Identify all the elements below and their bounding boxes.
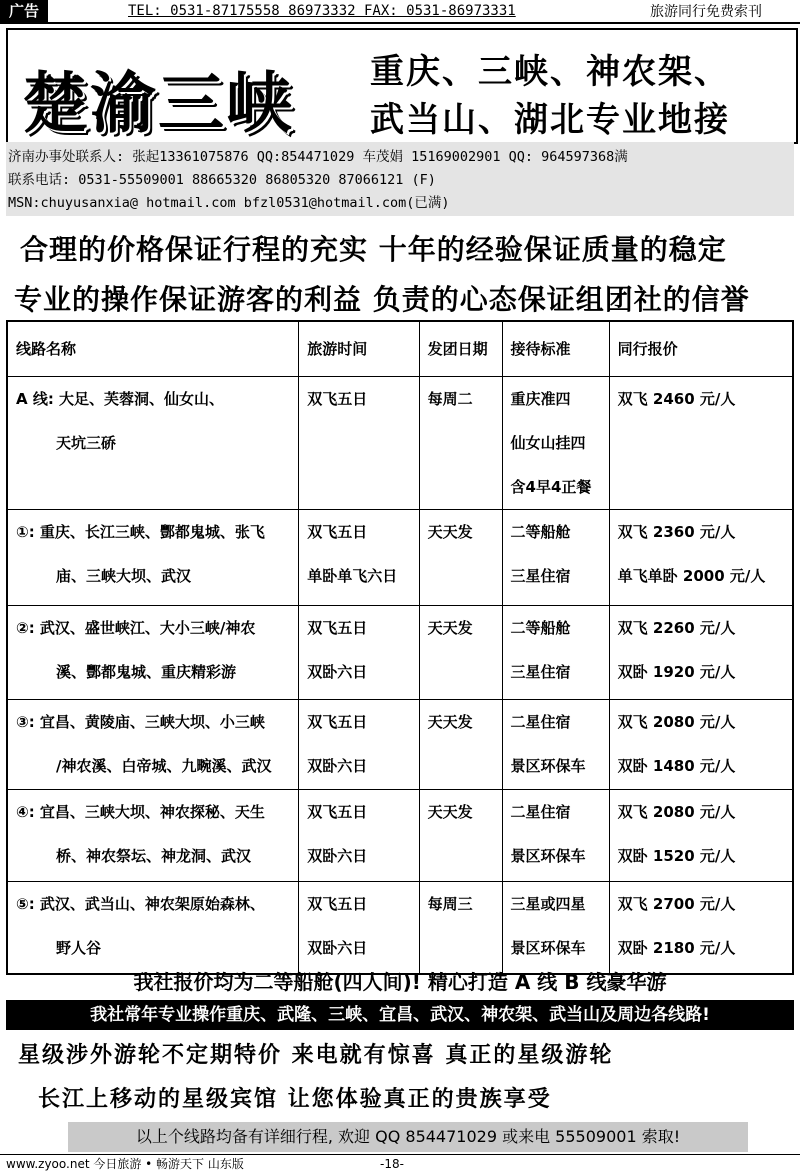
header-box <box>6 28 798 144</box>
slogan-line-1: 合理的价格保证行程的充实 十年的经验保证质量的稳定 <box>20 233 727 266</box>
route-cell <box>7 606 299 700</box>
cell-line: 二星住宿 <box>510 803 571 821</box>
table-row <box>7 790 793 882</box>
cell-line: 仙女山挂四 <box>510 434 586 452</box>
top-contact-line: TEL: 0531-87175558 86973332 FAX: 0531-86973331 <box>128 3 516 19</box>
cell-line: 双飞 2700 元/人 <box>617 895 736 913</box>
time-cell <box>299 606 419 700</box>
cell-line: 景区环保车 <box>510 847 586 865</box>
price-cell <box>609 700 793 790</box>
cell-line: 天天发 <box>427 803 473 821</box>
cell-line: 双飞 2260 元/人 <box>617 619 736 637</box>
cell-line: ①: 重庆、长江三峡、酆都鬼城、张飞 <box>16 523 265 541</box>
header-headline-1: 重庆、三峡、神农架、 <box>370 52 730 92</box>
time-cell <box>299 377 419 510</box>
price-cell <box>609 790 793 882</box>
price-cell <box>609 606 793 700</box>
cell-line: 溪、酆都鬼城、重庆精彩游 <box>56 663 237 681</box>
cell-line: 双飞五日 <box>307 619 368 637</box>
cell-line: A 线: 大足、芙蓉洞、仙女山、 <box>16 390 225 408</box>
price-cell <box>609 377 793 510</box>
departure-cell <box>419 882 502 974</box>
itinerary-request-banner: 以上个线路均备有详细行程, 欢迎 QQ 854471029 或来电 55509001 索取! <box>68 1122 748 1152</box>
time-cell <box>299 882 419 974</box>
cell-line: 天坑三硚 <box>56 434 117 452</box>
cell-line: 三星住宿 <box>510 663 571 681</box>
table-row <box>7 510 793 606</box>
departure-cell <box>419 377 502 510</box>
slogan-line-2: 专业的操作保证游客的利益 负责的心态保证组团社的信誉 <box>14 283 750 316</box>
cell-line: 双飞 2080 元/人 <box>617 713 736 731</box>
cruise-promo-line-2: 长江上移动的星级宾馆 让您体验真正的贵族享受 <box>38 1086 552 1112</box>
standard-cell <box>502 882 609 974</box>
cell-line: 双飞五日 <box>307 390 368 408</box>
table-row <box>7 700 793 790</box>
cell-line: 天天发 <box>427 713 473 731</box>
time-cell <box>299 510 419 606</box>
route-cell <box>7 790 299 882</box>
cell-line: 单飞单卧 2000 元/人 <box>617 567 766 585</box>
cell-line: ②: 武汉、盛世峡江、大小三峡/神农 <box>16 619 256 637</box>
table-row <box>7 606 793 700</box>
cell-line: 三星住宿 <box>510 567 571 585</box>
price-cell <box>609 510 793 606</box>
cruise-promo-line-1: 星级涉外游轮不定期特价 来电就有惊喜 真正的星级游轮 <box>18 1042 614 1068</box>
route-cell <box>7 882 299 974</box>
publication-tagline: 旅游同行免费索刊 <box>650 4 762 20</box>
page-number: -18- <box>380 1157 404 1171</box>
cell-line: 双卧 2180 元/人 <box>617 939 736 957</box>
standard-cell <box>502 377 609 510</box>
standard-cell <box>502 700 609 790</box>
cell-line: 二星住宿 <box>510 713 571 731</box>
cell-line: 野人谷 <box>56 939 102 957</box>
contact-row-3: MSN:chuyusanxia@ hotmail.com bfzl0531@hotmail.com(已满) <box>8 195 450 211</box>
cell-line: 双飞 2360 元/人 <box>617 523 736 541</box>
col-header-route: 线路名称 <box>7 321 299 377</box>
top-bar <box>0 0 800 24</box>
col-header-time: 旅游时间 <box>299 321 419 377</box>
cell-line: 双飞五日 <box>307 895 368 913</box>
cell-line: ④: 宜昌、三峡大坝、神农探秘、天生 <box>16 803 265 821</box>
cell-line: 双飞 2460 元/人 <box>617 390 736 408</box>
cell-line: 景区环保车 <box>510 939 586 957</box>
standard-cell <box>502 606 609 700</box>
cell-line: 天天发 <box>427 523 473 541</box>
cell-line: ③: 宜昌、黄陵庙、三峡大坝、小三峡 <box>16 713 265 731</box>
cell-line: 单卧单飞六日 <box>307 567 398 585</box>
route-cell <box>7 700 299 790</box>
ad-tag: 广告 <box>0 0 48 22</box>
time-cell <box>299 790 419 882</box>
price-cell <box>609 882 793 974</box>
cell-line: /神农溪、白帝城、九畹溪、武汉 <box>56 757 272 775</box>
cell-line: 庙、三峡大坝、武汉 <box>56 567 192 585</box>
page-footer <box>0 1154 800 1173</box>
routes-banner: 我社常年专业操作重庆、武隆、三峡、宜昌、武汉、神农架、武当山及周边各线路! <box>6 1000 794 1030</box>
col-header-price: 同行报价 <box>609 321 793 377</box>
table-header-row <box>7 321 793 377</box>
time-cell <box>299 700 419 790</box>
cell-line: 双飞五日 <box>307 713 368 731</box>
col-header-standard: 接待标准 <box>502 321 609 377</box>
cell-line: 双飞五日 <box>307 523 368 541</box>
cell-line: ⑤: 武汉、武当山、神农架原始森林、 <box>16 895 265 913</box>
cell-line: 重庆准四 <box>510 390 571 408</box>
cell-line: 双卧六日 <box>307 847 368 865</box>
departure-cell <box>419 790 502 882</box>
pricing-note: 我社报价均为二等船舱(四人间)! 精心打造 A 线 B 线豪华游 <box>133 970 667 994</box>
cell-line: 双飞五日 <box>307 803 368 821</box>
cell-line: 景区环保车 <box>510 757 586 775</box>
departure-cell <box>419 510 502 606</box>
standard-cell <box>502 790 609 882</box>
header-headline-2: 武当山、湖北专业地接 <box>370 100 730 140</box>
cell-line: 双卧 1520 元/人 <box>617 847 736 865</box>
cell-line: 桥、神农祭坛、神龙洞、武汉 <box>56 847 252 865</box>
cell-line: 二等船舱 <box>510 619 571 637</box>
cell-line: 双卧 1920 元/人 <box>617 663 736 681</box>
cell-line: 含4早4正餐 <box>510 478 592 496</box>
cell-line: 双卧六日 <box>307 939 368 957</box>
company-logo: 楚渝三峡 <box>22 64 294 142</box>
route-price-table <box>6 320 794 975</box>
cell-line: 双卧六日 <box>307 663 368 681</box>
cell-line: 天天发 <box>427 619 473 637</box>
contact-row-2: 联系电话: 0531-55509001 88665320 86805320 87066121 (F) <box>8 172 436 188</box>
departure-cell <box>419 700 502 790</box>
cell-line: 每周二 <box>427 390 473 408</box>
cell-line: 二等船舱 <box>510 523 571 541</box>
standard-cell <box>502 510 609 606</box>
cell-line: 双飞 2080 元/人 <box>617 803 736 821</box>
table-row <box>7 882 793 974</box>
cell-line: 三星或四星 <box>510 895 586 913</box>
cell-line: 每周三 <box>427 895 473 913</box>
col-header-departure: 发团日期 <box>419 321 502 377</box>
table-row <box>7 377 793 510</box>
route-cell <box>7 510 299 606</box>
footer-site: www.zyoo.net 今日旅游 • 畅游天下 山东版 <box>6 1157 244 1171</box>
contact-block <box>6 142 794 216</box>
departure-cell <box>419 606 502 700</box>
cell-line: 双卧六日 <box>307 757 368 775</box>
contact-row-1: 济南办事处联系人: 张起13361075876 QQ:854471029 车茂娟 15169002901 QQ: 964597368满 <box>8 149 628 165</box>
route-cell <box>7 377 299 510</box>
cell-line: 双卧 1480 元/人 <box>617 757 736 775</box>
